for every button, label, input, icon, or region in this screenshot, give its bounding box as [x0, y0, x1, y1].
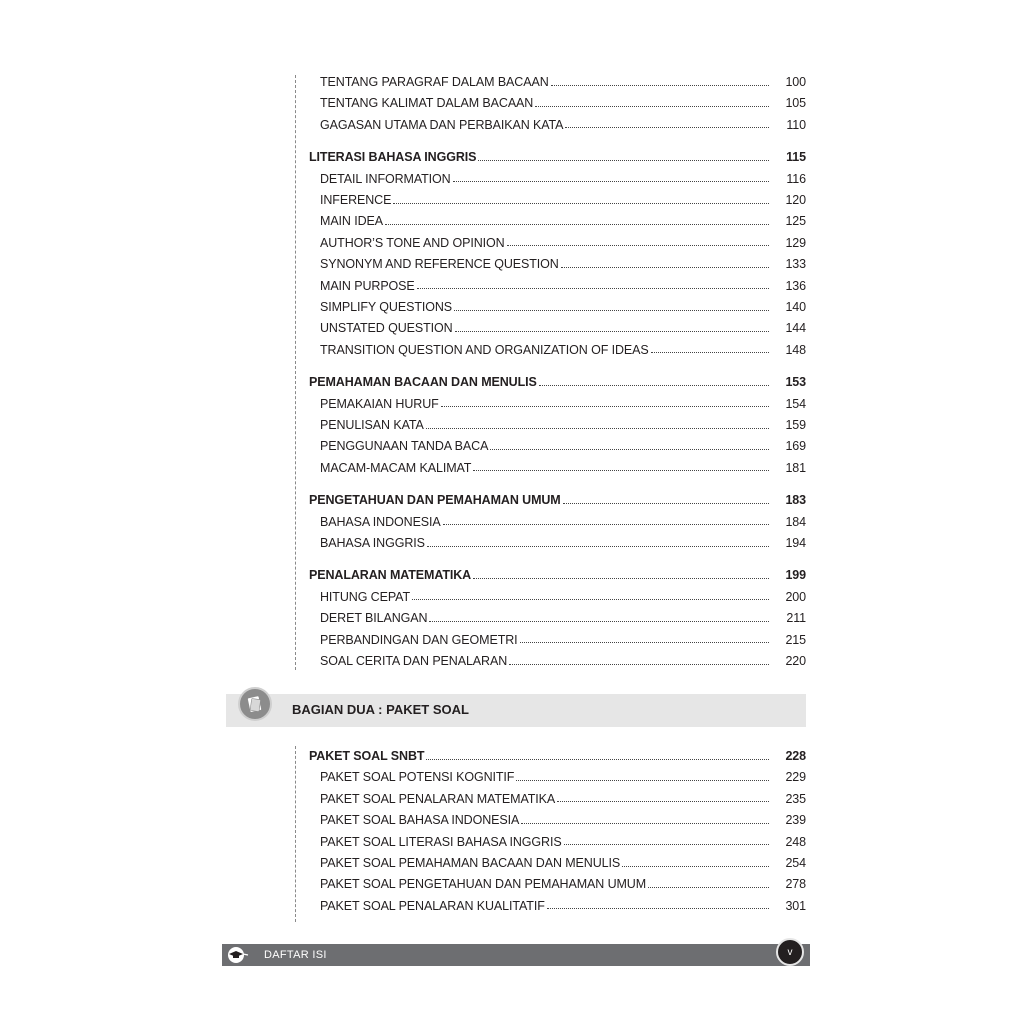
- section-title: PENALARAN MATEMATIKA: [309, 568, 472, 583]
- page-ref: 200: [785, 589, 806, 604]
- entry-label: MAIN IDEA: [320, 214, 383, 229]
- toc-entry: [320, 897, 806, 915]
- dot-leader: [551, 85, 769, 86]
- page-ref: 229: [785, 770, 806, 785]
- page-ref: 239: [785, 813, 806, 828]
- page-ref: 254: [785, 856, 806, 870]
- toc-entry: [320, 833, 806, 851]
- dot-leader: [441, 406, 769, 407]
- page-ref: 248: [785, 834, 806, 849]
- dot-leader: [473, 578, 769, 579]
- toc-entry: [320, 652, 806, 670]
- dot-leader: [509, 664, 769, 665]
- dot-leader: [473, 470, 769, 471]
- toc-entry: [320, 277, 806, 295]
- toc-section-heading: [309, 491, 806, 509]
- entry-label: PENULISAN KATA: [320, 418, 424, 432]
- dot-leader: [443, 524, 769, 525]
- entry-label: PAKET SOAL LITERASI BAHASA INGGRIS: [320, 834, 562, 849]
- entry-label: DETAIL INFORMATION: [320, 171, 451, 186]
- dot-leader: [535, 106, 769, 107]
- page-ref: 228: [785, 749, 806, 763]
- page-ref: 120: [785, 193, 806, 207]
- page-ref: 211: [786, 611, 806, 626]
- toc-entry: [320, 768, 806, 786]
- toc-entry: [320, 790, 806, 808]
- page-ref: 148: [785, 342, 806, 357]
- page-ref: 184: [785, 514, 806, 529]
- dot-leader: [547, 908, 769, 909]
- entry-label: GAGASAN UTAMA DAN PERBAIKAN KATA: [320, 117, 564, 132]
- dot-leader: [429, 621, 769, 622]
- page-ref: 140: [785, 300, 806, 314]
- page-ref: 215: [785, 632, 806, 647]
- dot-leader: [478, 160, 769, 161]
- toc-entry: [320, 395, 806, 413]
- footer-label: DAFTAR ISI: [264, 949, 327, 961]
- dot-leader: [563, 503, 769, 504]
- entry-label: PAKET SOAL BAHASA INDONESIA: [320, 813, 520, 828]
- page-ref: 136: [785, 278, 806, 293]
- toc-entry: [320, 319, 806, 337]
- page-ref: 220: [785, 654, 806, 668]
- toc-entry: [320, 341, 806, 359]
- toc-entry: [320, 116, 806, 134]
- page-ref: 169: [785, 439, 806, 454]
- page-ref: 278: [785, 877, 806, 892]
- entry-label: BAHASA INDONESIA: [320, 514, 441, 529]
- page-ref: 301: [785, 898, 806, 913]
- entry-label: PAKET SOAL PEMAHAMAN BACAAN DAN MENULIS: [320, 856, 621, 870]
- page-ref: 181: [785, 460, 806, 475]
- dot-leader: [561, 267, 769, 268]
- toc-entry: [320, 513, 806, 531]
- toc-section-heading: [309, 747, 806, 765]
- section-title: PEMAHAMAN BACAAN DAN MENULIS: [309, 375, 537, 390]
- entry-label: TENTANG PARAGRAF DALAM BACAAN: [320, 75, 549, 89]
- page-ref: 153: [785, 375, 806, 390]
- dot-leader: [557, 801, 769, 802]
- entry-label: MAIN PURPOSE: [320, 278, 415, 293]
- page-ref: 235: [785, 791, 806, 806]
- section-title: LITERASI BAHASA INGGRIS: [309, 150, 477, 165]
- dot-leader: [490, 449, 769, 450]
- book-badge-icon: [238, 687, 272, 721]
- page-ref: 133: [785, 257, 806, 272]
- entry-label: PENGGUNAAN TANDA BACA: [320, 439, 489, 454]
- toc-entry: [320, 234, 806, 252]
- page-ref: 115: [786, 150, 806, 165]
- entry-label: PAKET SOAL POTENSI KOGNITIF: [320, 770, 515, 785]
- graduation-cap-icon: [226, 946, 246, 964]
- toc-section-heading: [309, 148, 806, 166]
- entry-label: PERBANDINGAN DAN GEOMETRI: [320, 632, 518, 647]
- entry-label: TENTANG KALIMAT DALAM BACAAN: [320, 96, 534, 111]
- entry-label: HITUNG CEPAT: [320, 589, 411, 604]
- page-ref: 105: [785, 96, 806, 111]
- page-number: v: [776, 938, 804, 966]
- page-ref: 110: [786, 117, 806, 132]
- page-ref: 125: [785, 214, 806, 229]
- dot-leader: [426, 428, 769, 429]
- section-title: PAKET SOAL SNBT: [309, 749, 425, 763]
- dot-leader: [520, 642, 769, 643]
- dot-leader: [393, 203, 769, 204]
- entry-label: AUTHOR’S TONE AND OPINION: [320, 235, 505, 250]
- toc-entry: [320, 437, 806, 455]
- entry-label: PAKET SOAL PENALARAN KUALITATIF: [320, 898, 545, 913]
- page-ref: 116: [786, 171, 806, 186]
- toc-entry: [320, 534, 806, 552]
- entry-label: PAKET SOAL PENGETAHUAN DAN PEMAHAMAN UMUM: [320, 877, 647, 892]
- dot-leader: [412, 599, 769, 600]
- dot-leader: [516, 780, 769, 781]
- entry-label: PEMAKAIAN HURUF: [320, 396, 439, 411]
- toc-entry: [320, 811, 806, 829]
- toc-entry: [320, 416, 806, 434]
- toc-entry: [320, 459, 806, 477]
- entry-label: TRANSITION QUESTION AND ORGANIZATION OF IDEAS: [320, 342, 649, 357]
- page-ref: 199: [785, 568, 806, 583]
- toc-section-heading: [309, 566, 806, 584]
- entry-label: DERET BILANGAN: [320, 611, 428, 626]
- dot-leader: [521, 823, 769, 824]
- page-ref: 159: [785, 418, 806, 432]
- part-banner-title: BAGIAN DUA : PAKET SOAL: [292, 702, 469, 717]
- entry-label: SOAL CERITA DAN PENALARAN: [320, 654, 508, 668]
- toc-entry: [320, 212, 806, 230]
- entry-label: SYNONYM AND REFERENCE QUESTION: [320, 257, 559, 272]
- dot-leader: [651, 352, 769, 353]
- dot-leader: [427, 546, 769, 547]
- dot-leader: [417, 288, 769, 289]
- toc-entry: [320, 191, 806, 209]
- page-ref: 194: [785, 536, 806, 550]
- dot-leader: [507, 245, 769, 246]
- dot-leader: [385, 224, 769, 225]
- entry-label: SIMPLIFY QUESTIONS: [320, 300, 453, 314]
- dot-leader: [622, 866, 769, 867]
- section-title: PENGETAHUAN DAN PEMAHAMAN UMUM: [309, 493, 561, 508]
- page-ref: 183: [785, 493, 806, 508]
- dot-leader: [426, 759, 769, 760]
- entry-label: MACAM-MACAM KALIMAT: [320, 460, 472, 475]
- toc-entry: [320, 94, 806, 112]
- page-ref: 154: [785, 396, 806, 411]
- toc-entry: [320, 73, 806, 91]
- toc-entry: [320, 588, 806, 606]
- toc-entry: [320, 854, 806, 872]
- entry-label: INFERENCE: [320, 193, 392, 207]
- dot-leader: [454, 310, 769, 311]
- page-ref: 144: [785, 321, 806, 336]
- toc-entry: [320, 631, 806, 649]
- toc-entry: [320, 298, 806, 316]
- dot-leader: [565, 127, 769, 128]
- toc-section-heading: [309, 373, 806, 391]
- dot-leader: [564, 844, 769, 845]
- dot-leader: [453, 181, 769, 182]
- entry-label: PAKET SOAL PENALARAN MATEMATIKA: [320, 791, 556, 806]
- dot-leader: [539, 385, 769, 386]
- toc-entry: [320, 875, 806, 893]
- dot-leader: [455, 331, 769, 332]
- page-ref: 100: [785, 75, 806, 89]
- entry-label: BAHASA INGGRIS: [320, 536, 425, 550]
- dot-leader: [648, 887, 769, 888]
- toc-entry: [320, 255, 806, 273]
- entry-label: UNSTATED QUESTION: [320, 321, 453, 336]
- toc-entry: [320, 170, 806, 188]
- toc-entry: [320, 609, 806, 627]
- page-ref: 129: [785, 235, 806, 250]
